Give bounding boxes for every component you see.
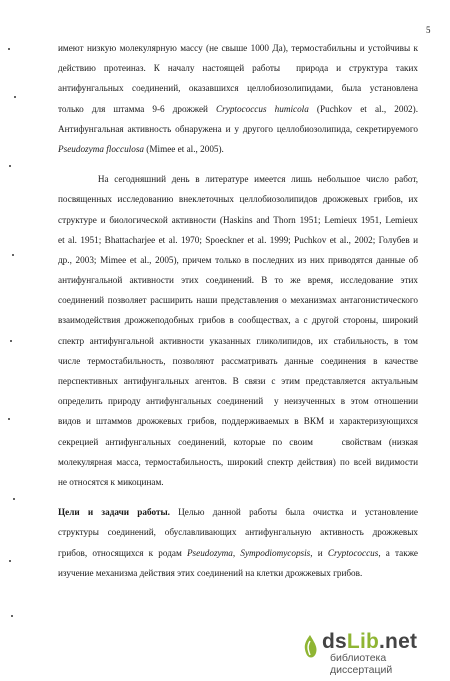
text-line: посвященных исследованию внеклеточных целлобиозолипидов дрожжевых грибов, их	[58, 194, 418, 205]
text-line: др., 2003; Mimee et al., 2005), причем только в последних из них приводятся данные об	[58, 254, 418, 265]
brand-net: .net	[379, 630, 418, 653]
italic-span: Pseudozyma	[186, 547, 233, 558]
margin-mark	[11, 615, 13, 617]
text-line: секрецией антифунгальных соединений, которые по своим свойствам (низкая	[58, 436, 418, 447]
margin-mark	[10, 340, 12, 342]
italic-span: Pseudozyma flocculosa	[58, 143, 144, 154]
text-span: ,	[232, 547, 241, 558]
italic-span: Cryptococcus	[327, 547, 379, 558]
text-line: не относятся к микоцинам.	[58, 476, 164, 487]
text-line	[58, 99, 418, 119]
body-text	[58, 38, 418, 583]
text-line: et al. 1951; Bhattacharjee et al. 1970; Spoeckner et al. 1999; Puchkov et al., 2002; Голубев и	[58, 234, 418, 245]
text-line: имеют низкую молекулярную массу (не свыше 1000 Да), термостабильны и устойчивы к	[58, 43, 418, 53]
italic-span: Sympodiomycopsis	[240, 547, 311, 558]
text-line: определить природу антифунгальных соединений у неизученных в этом отношении	[58, 396, 418, 407]
margin-mark	[8, 48, 10, 50]
paragraph-gap	[58, 159, 418, 169]
text-span: (Puchkov et al., 2002).	[308, 103, 418, 114]
text-line: Антифунгальная активность обнаружена и у другого целлобиозолипида, секретируемого	[58, 123, 418, 134]
bold-span: Цели и задачи работы.	[58, 507, 170, 518]
text-line: антифунгальных соединений, оказавшихся целлобиозолипидами, была установлена	[58, 83, 418, 94]
text-line	[58, 543, 418, 563]
text-line: видов и штаммов дрожжевых грибов, поддерживаемых в ВКМ и характеризующихся	[58, 416, 418, 427]
margin-mark	[13, 498, 15, 500]
text-line: структуры соединений, обуславливающих антифунгальную активность дрожжевых	[58, 527, 418, 538]
text-line: структуре и биологической активности (Haskins and Thorn 1951; Lemieux 1951, Lemieux	[58, 214, 418, 225]
text-span: Целью данной работы была очистка и установление	[169, 507, 418, 518]
text-span: , и	[310, 547, 328, 558]
brand-tagline: библиотека диссертаций	[330, 652, 393, 676]
brand-ds: ds	[322, 630, 347, 653]
text-line: действию протеиназ. К началу настоящей работы природа и структура таких	[58, 63, 418, 74]
text-line: соединений позволяет расширить наши представления о механизмах антагонистического	[58, 295, 418, 306]
text-span: только для штамма 9-6 дрожжей	[58, 103, 217, 114]
text-line: взаимодействия дрожжеподобных грибов в сообществах, а с другой стороны, широкий	[58, 315, 418, 326]
text-span: грибов, относящихся к родам	[58, 547, 187, 558]
margin-mark	[12, 254, 14, 256]
margin-mark	[14, 96, 16, 98]
text-line: числе термостабильность, позволяют рассматривать данные соединения в качестве	[58, 355, 418, 366]
italic-span: Cryptococcus humicola	[216, 103, 309, 114]
text-span: (Mimee et al., 2005).	[144, 143, 224, 154]
text-line: На сегодняшний день в литературе имеется лишь небольшое число работ,	[58, 174, 418, 185]
text-span: , а также	[378, 547, 418, 558]
page-number: 5	[426, 25, 431, 35]
text-line: антифунгальной активности этих соединений. В то же время, исследование этих	[58, 275, 418, 286]
margin-mark	[9, 560, 11, 562]
brand-lib: Lib	[346, 630, 380, 653]
text-line: молекулярная масса, термостабильность, широкий спектр действия) по всей видимости	[58, 456, 418, 467]
text-line	[58, 139, 418, 159]
text-line	[58, 502, 418, 522]
dslib-logo-icon	[300, 633, 320, 663]
margin-mark	[9, 165, 11, 167]
text-line: перспективных антифунгальных агентов. В связи с этим представляется актуальным	[58, 376, 418, 386]
dslib-watermark[interactable]	[322, 630, 446, 676]
text-line: изучение механизма действия этих соединений на клетки дрожжевых грибов.	[58, 567, 363, 578]
text-line: спектр антифунгальной активности указанных гликолипидов, их стабильность, в том	[58, 335, 418, 346]
margin-mark	[8, 418, 10, 420]
paragraph-gap	[58, 492, 418, 502]
